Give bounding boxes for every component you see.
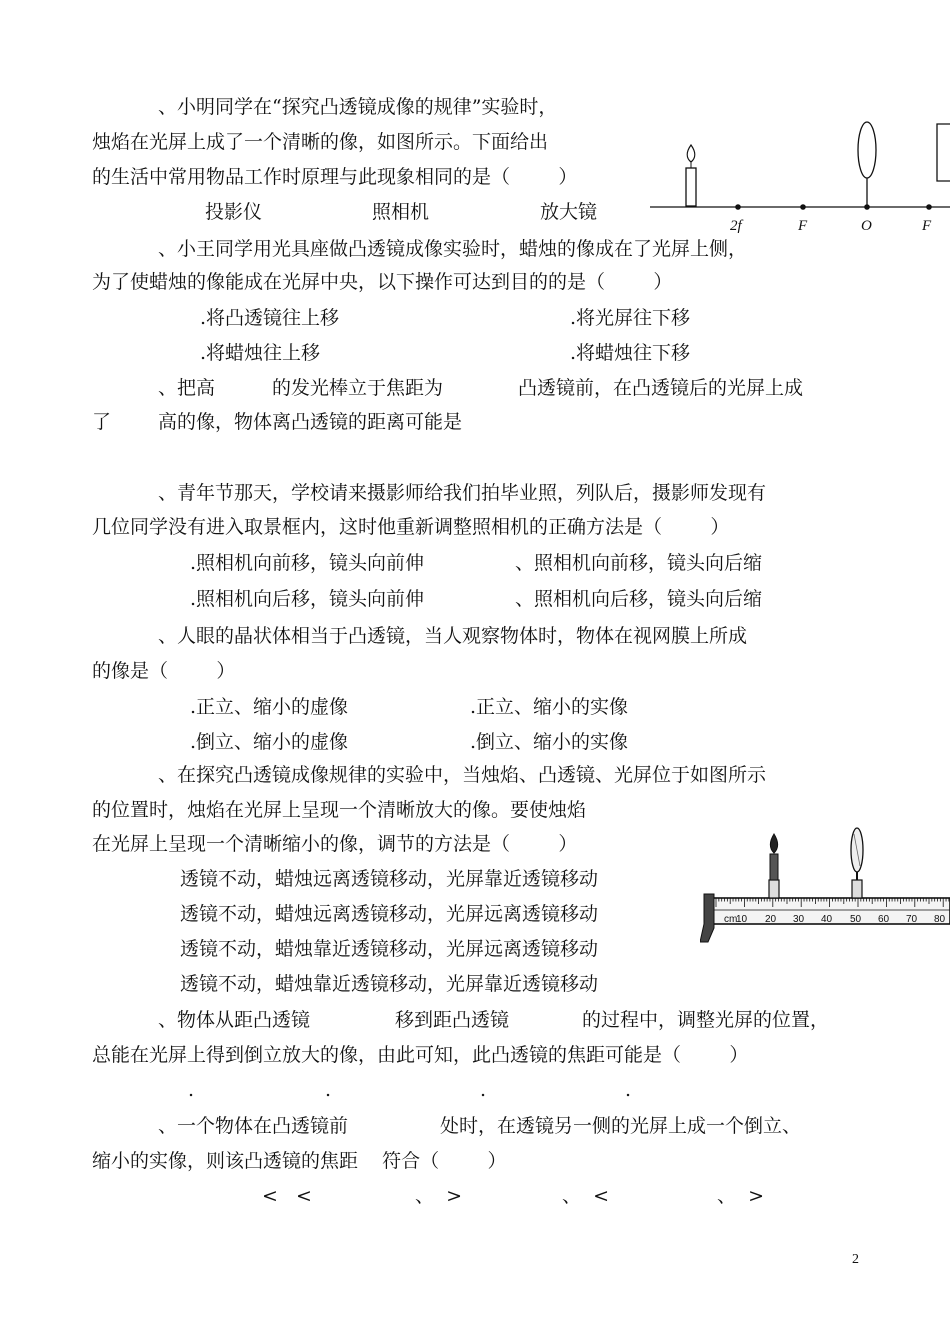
q8-option-d: 、 > bbox=[717, 1185, 764, 1207]
q8-line1-b: 处时，在透镜另一侧的光屏上成一个倒立、 bbox=[440, 1115, 802, 1137]
label-F-right: F bbox=[922, 218, 932, 234]
q4-option-d: 、照相机向后移，镜头向后缩 bbox=[515, 588, 763, 610]
q1-option-projector: 投影仪 bbox=[205, 201, 263, 223]
q8-option-a: < < bbox=[262, 1185, 312, 1207]
q6-line3: 在光屏上呈现一个清晰缩小的像，调节的方法是（ ） bbox=[92, 833, 578, 855]
ruler-tick-70: 70 bbox=[906, 914, 918, 925]
q2-option-c: .将蜡烛往上移 bbox=[200, 342, 321, 364]
q8-option-b: 、 > bbox=[415, 1185, 462, 1207]
q1-option-camera: 照相机 bbox=[372, 201, 430, 223]
candle-icon bbox=[769, 834, 779, 898]
point-O bbox=[864, 204, 870, 210]
q7-line1-b: 移到距凸透镜 bbox=[395, 1009, 510, 1031]
ruler-tick-20: 20 bbox=[765, 914, 777, 925]
q2-line2: 为了使蜡烛的像能成在光屏中央，以下操作可达到目的的是（ ） bbox=[92, 271, 673, 293]
q4-option-c: .照相机向后移，镜头向前伸 bbox=[190, 588, 425, 610]
q7-option-c: . bbox=[480, 1079, 487, 1101]
q2-option-a: .将凸透镜往上移 bbox=[200, 307, 340, 329]
q2-option-b: .将光屏往下移 bbox=[570, 307, 691, 329]
q3-line2-b: 高的像，物体离凸透镜的距离可能是 bbox=[158, 411, 463, 433]
light-screen-icon bbox=[937, 124, 950, 181]
label-2f: 2f bbox=[730, 218, 742, 234]
q4-option-a: .照相机向前移，镜头向前伸 bbox=[190, 552, 425, 574]
q5-line2: 的像是（ ） bbox=[92, 660, 236, 682]
q6-option-c: 透镜不动，蜡烛靠近透镜移动，光屏远离透镜移动 bbox=[180, 938, 599, 960]
q1-option-magnifier: 放大镜 bbox=[540, 201, 598, 223]
q1-line2: 烛焰在光屏上成了一个清晰的像，如图所示。下面给出 bbox=[92, 131, 549, 153]
q6-option-b: 透镜不动，蜡烛远离透镜移动，光屏远离透镜移动 bbox=[180, 903, 599, 925]
q3-line1-a: 、把高 bbox=[158, 377, 216, 399]
q2-line1: 、小王同学用光具座做凸透镜成像实验时，蜡烛的像成在了光屏上侧， bbox=[158, 238, 748, 260]
ruler-tick-50: 50 bbox=[850, 914, 862, 925]
q7-option-b: . bbox=[325, 1079, 332, 1101]
candle-icon bbox=[686, 145, 696, 206]
ruler-tick-10: 10 bbox=[736, 914, 748, 925]
q1-line3: 的生活中常用物品工作时原理与此现象相同的是（ ） bbox=[92, 166, 578, 188]
q8-option-c: 、 < bbox=[562, 1185, 609, 1207]
q5-line1: 、人眼的晶状体相当于凸透镜，当人观察物体时，物体在视网膜上所成 bbox=[158, 625, 748, 647]
q8-line2: 缩小的实像，则该凸透镜的焦距 符合（ ） bbox=[92, 1150, 507, 1172]
ruler-unit-label: cm bbox=[724, 914, 738, 925]
point-F-right bbox=[926, 204, 932, 210]
q5-option-d: .倒立、缩小的实像 bbox=[470, 731, 629, 753]
convex-lens-icon bbox=[851, 828, 863, 898]
label-F-left: F bbox=[798, 218, 808, 234]
q4-line2: 几位同学没有进入取景框内，这时他重新调整照相机的正确方法是（ ） bbox=[92, 516, 730, 538]
q4-option-b: 、照相机向前移，镜头向后缩 bbox=[515, 552, 763, 574]
q7-line2: 总能在光屏上得到倒立放大的像，由此可知，此凸透镜的焦距可能是（ ） bbox=[92, 1044, 749, 1066]
q5-option-c: .倒立、缩小的虚像 bbox=[190, 731, 349, 753]
q7-option-d: . bbox=[625, 1079, 632, 1101]
q8-line1-a: 、一个物体在凸透镜前 bbox=[158, 1115, 349, 1137]
q3-line2-a: 了 bbox=[92, 411, 112, 433]
q5-option-a: .正立、缩小的虚像 bbox=[190, 696, 349, 718]
ruler-tick-60: 60 bbox=[878, 914, 890, 925]
label-O: O bbox=[861, 218, 872, 234]
q4-line1: 、青年节那天，学校请来摄影师给我们拍毕业照，列队后，摄影师发现有 bbox=[158, 482, 767, 504]
q6-line2: 的位置时，烛焰在光屏上呈现一个清晰放大的像。要使烛焰 bbox=[92, 799, 587, 821]
convex-lens-icon bbox=[858, 122, 876, 207]
q5-option-b: .正立、缩小的实像 bbox=[470, 696, 629, 718]
q6-optical-bench-figure bbox=[700, 820, 950, 945]
q6-option-d: 透镜不动，蜡烛靠近透镜移动，光屏靠近透镜移动 bbox=[180, 973, 599, 995]
q2-option-d: .将蜡烛往下移 bbox=[570, 342, 691, 364]
q7-line1-c: 的过程中，调整光屏的位置， bbox=[582, 1009, 830, 1031]
point-F-left bbox=[800, 204, 806, 210]
point-2f bbox=[735, 204, 741, 210]
page-number: 2 bbox=[852, 1252, 859, 1267]
ruler-tick-80: 80 bbox=[934, 914, 946, 925]
q7-option-a: . bbox=[188, 1079, 195, 1101]
q1-lens-diagram bbox=[650, 118, 950, 238]
q7-line1-a: 、物体从距凸透镜 bbox=[158, 1009, 311, 1031]
q6-option-a: 透镜不动，蜡烛远离透镜移动，光屏靠近透镜移动 bbox=[180, 868, 599, 890]
q1-line1: 、小明同学在“探究凸透镜成像的规律”实验时， bbox=[158, 96, 558, 118]
ruler-tick-30: 30 bbox=[793, 914, 805, 925]
q6-line1: 、在探究凸透镜成像规律的实验中，当烛焰、凸透镜、光屏位于如图所示 bbox=[158, 764, 767, 786]
q3-line1-c: 凸透镜前，在凸透镜后的光屏上成 bbox=[518, 377, 804, 399]
q3-line1-b: 的发光棒立于焦距为 bbox=[272, 377, 444, 399]
ruler-tick-40: 40 bbox=[821, 914, 833, 925]
bench-end-support bbox=[700, 894, 714, 942]
